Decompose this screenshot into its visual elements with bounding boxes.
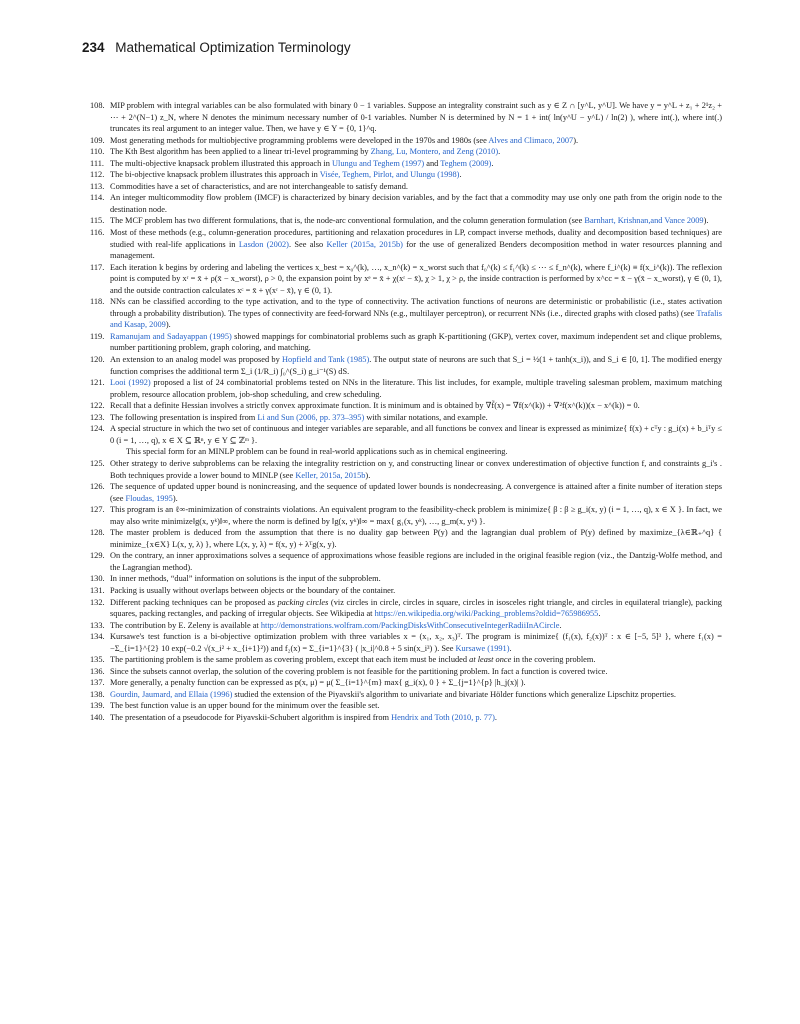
endnote-number: 120. [90,355,105,365]
endnote-text [110,355,722,376]
endnote-text [110,147,500,156]
endnote-text [110,159,493,168]
endnote-number: 137. [90,678,105,688]
endnote-item [90,654,722,666]
citation-link[interactable]: Alves and Climaco, 2007 [488,135,574,145]
text-run: More generally, a penalty function can be expressed as p(x, μ) = μ( Σ_{i=1}^{m} max{ g_i(x), 0 } + Σ_{j=1}^{p} |h_j(x)| ). [110,678,526,688]
text-run: . [509,643,512,653]
text-run: Most generating methods for multiobjective programming problems were developed in the 1970s and 1980s (see [110,135,489,145]
citation-link[interactable]: https://en.wikipedia.org/wiki/Packing_problems?oldid=765986955 [374,609,599,619]
text-run: Recall that a definite Hessian involves a strictly convex approximate function. It is minimum and is obtained by ∇f̃(x) = ∇f(x^(k)) + ∇²f(x^(k))(x − x^(k)) = 0. [110,401,640,411]
endnote-number: 131. [90,585,105,595]
endnote-text [110,586,395,595]
endnote-text [110,667,607,676]
text-run: The multi-objective knapsack problem illustrated this approach in [110,158,332,168]
text-run: Packing is usually without overlaps between objects or the boundary of the container. [110,585,396,595]
text-run: . See also [288,239,327,249]
endnote-number: 123. [90,412,105,422]
endnote-item [90,412,722,424]
text-run: The best function value is an upper bound for the minimum over the feasible set. [110,701,380,711]
endnote-text [110,413,488,422]
endnote-text [110,678,526,687]
text-run: . [459,170,462,180]
endnote-item [90,354,722,377]
text-run: and [424,158,441,168]
text-run: ). [703,216,709,226]
endnote-number: 129. [90,551,105,561]
endnote-item [90,181,722,193]
page-header [82,40,722,62]
text-run: An integer multicommodity flow problem (IMCF) is characterized by binary decision variables, and by the fact that a commodity may use only one path from the origin node to the destination node. [110,193,722,214]
endnote-item [90,296,722,331]
endnote-text [110,424,722,445]
endnote-number: 117. [90,262,105,272]
endnote-number: 139. [90,701,105,711]
endnote-item [90,573,722,585]
text-run: NNs can be classified according to the type activation, and to the type of connectivity. The activation functions of neurons are deterministic or probabilistic (i.e., states activation through a probability distribution). The types of connectivity are feed-forward NNs (e.g., multilayer perceptron), or recurrent NNs (i.e., directed graphs with closed paths) (see [110,297,722,318]
endnote-number: 126. [90,482,105,492]
endnote-item [90,700,722,712]
endnote-text [110,551,722,572]
endnote-item [90,423,722,458]
endnote-item [90,597,722,620]
citation-link[interactable]: Ramanujam and Sadayappan (1995) [110,331,232,341]
citation-link[interactable]: Visée, Teghem, Pirlot, and Ulungu (1998) [319,170,460,180]
endnote-number: 114. [90,193,105,203]
endnote-number: 133. [90,620,105,630]
endnote-item [90,481,722,504]
citation-link[interactable]: Li and Sun (2006, pp. 373–395) [257,412,365,422]
endnote-number: 138. [90,689,105,699]
text-run: The partitioning problem is the same problem as covering problem, except that each item must be included [110,655,470,665]
text-run: The Kth Best algorithm has been applied to a linear tri-level programming by [110,147,371,157]
text-run: with similar notations, and example. [364,412,488,422]
endnote-text [110,193,722,214]
endnote-item [90,146,722,158]
endnote-text [110,228,722,260]
endnote-number: 132. [90,597,105,607]
endnote-number: 109. [90,135,105,145]
text-run: The master problem is deduced from the assumption that there is no duality gap between P(y) and the lagrangian dual problem of P(y) defined by maximize_{λ∈ℝ₊^q} { minimize_{x∈X} L(x, y, λ) }, where L(x, y, λ) = f(x, y) + λᵀg(x, y). [110,528,722,549]
endnote-text [110,632,722,653]
endnote-text [110,701,379,710]
text-run: Other strategy to derive subproblems can be relaxing the integrality restriction on y, and constructing linear or convex underestimation of objective function f, and constraints g_i's . Both techniques provide a lower bound to MINLP (see [110,458,722,480]
endnote-item [90,158,722,170]
endnote-item [90,262,722,297]
text-run: . [559,620,562,630]
text-run: proposed a list of 24 combinatorial problems tested on NNs in the literature. This list includes, for example, multiple traveling salesman problem, maximum matching problem, resource allocation problem, job-shop scheduling, and crew scheduling. [110,378,723,399]
citation-link[interactable]: Teghem (2009) [440,158,492,168]
endnote-number: 127. [90,505,105,515]
text-run: In inner methods, “dual” information on solutions is the input of the subproblem. [110,574,381,584]
endnote-number: 116. [90,228,105,238]
endnote-text [110,136,578,145]
endnote-item [90,631,722,654]
endnote-text [110,170,462,179]
endnote-number: 113. [90,181,105,191]
endnote-item [90,458,722,481]
citation-link[interactable]: Lasdon (2002) [238,239,289,249]
endnote-item [90,666,722,678]
emphasis-text: packing circles [277,597,329,607]
endnotes-list [90,100,722,724]
text-run: in the covering problem. [511,655,596,665]
endnote-number: 111. [90,158,104,168]
text-run: studied the extension of the Piyavskii's algorithm to univariate and bivariate Hölder functions which generalize Lipschitz properties. [232,689,676,699]
text-run: ). [365,470,371,480]
endnote-number: 134. [90,632,105,642]
text-run: Most of these methods (e.g., column-generation procedures, partitioning and relaxation procedures in LP, compact inverse methods, duality and decomposition based techniques) are studied with real-life applications in [110,228,722,249]
citation-link[interactable]: Hendrix and Toth (2010, p. 77) [391,712,495,722]
endnote-number: 108. [90,101,105,110]
text-run: Each iteration k begins by ordering and labeling the vertices x_best = x₀^(k), …, x_n^(k) = x_worst such that f₀^(k) ≤ f₁^(k) ≤ ⋯ ≤ f_n^(k), where f_i^(k) ≡ f(x_i^(k)). The reflexion point is computed by xʳ = x̄ + ρ(x̄ − x_worst), ρ > 0, the expansion point by xᵉ = x̄ + χ(xʳ − x̄), χ > 1, χ > ρ, the inside contraction is performed by x^cc = x̄ − γ(x̄ − x_worst), γ ∈ (0, 1), and the outside contraction calculates xᶜ = x̄ + γ(xʳ − x̄), γ ∈ (0, 1). [110,262,722,295]
citation-link[interactable]: Gourdin, Jaumard, and Ellaia (1996) [110,689,233,699]
endnote-text [110,459,722,480]
endnote-item [90,712,722,724]
text-run: The contribution by E. Zeleny is available at [110,620,261,630]
endnote-number: 115. [90,216,105,226]
endnote-continuation: This special form for an MINLP problem can be found in real-world applications such as in chemical engineering. [126,447,508,457]
citation-link[interactable]: http://demonstrations.wolfram.com/PackingDisksWithConsecutiveIntegerRadiiInACircle [260,620,560,630]
citation-link[interactable]: Ulungu and Teghem (1997) [331,158,425,168]
text-run: An extension to an analog model was proposed by [110,355,283,365]
endnote-text [110,263,722,295]
text-run: On the contrary, an inner approximations solves a sequence of approximations whose feasible regions are included in the original feasible region (viz., the Dantzig-Wolfe method, and the Lagrangian method). [110,551,722,572]
text-run: . [494,712,497,722]
endnote-item [90,215,722,227]
text-run: A special structure in which the two set of continuous and integer variables are separable, and all functions be convex and linear is expressed as minimize{ f(x) + cᵀy : g_i(x) + b_iᵀy ≤ 0 (i = 1, …, q), x ∈ X ⊆ ℝⁿ, y ∈ Y ⊆ ℤᵐ }. [110,424,722,445]
endnote-item [90,331,722,354]
text-run: (viz circles in circle, circles in square, circles in isosceles right triangle, and circles in equilateral triangle), packing squares, packing rectangles, and packing of irregular objects. See Wikipedia at [110,597,722,619]
text-run: The sequence of updated upper bound is nonincreasing, and the sequence of updated lower bounds is nondecreasing. A convergence is attained after a finite number of iteration steps (see [110,482,722,503]
endnote-number: 122. [90,401,105,411]
text-run: The bi-objective knapsack problem illustrates this approach in [110,170,320,180]
endnote-text [110,621,562,630]
text-run: ). [172,493,178,503]
endnote-text [110,505,722,526]
endnote-number: 119. [90,331,105,341]
emphasis-text: at least once [469,655,512,665]
citation-link[interactable]: Trafalis and Kasap, 2009 [110,308,722,330]
endnote-text [110,378,722,399]
endnote-item [90,169,722,181]
citation-link[interactable]: Zhang, Lu, Montero, and Zeng (2010) [370,147,499,157]
text-run: . The output state of neurons are such that S_i = ½(1 + tanh(x_i)), and S_i ∈ [0, 1]. The modified energy function comprises the additional term Σ_i (1/R_i) ∫₀^(S_i) g_i⁻¹(S) dS. [110,355,722,376]
endnote-text [110,713,497,722]
endnote-item [90,689,722,701]
endnote-text [110,482,722,503]
citation-link[interactable]: Floudas, 1995 [125,493,173,503]
endnote-text [110,690,676,699]
endnote-text [110,655,595,664]
endnote-item [90,527,722,550]
text-run: . [498,147,501,157]
text-run: for the use of generalized Benders decomposition method in water resources planning and management. [110,239,722,261]
endnote-number: 121. [90,378,105,388]
text-run: Since the subsets cannot overlap, the solution of the covering problem is not feasible for the partitioning problem. In fact a function is covered twice. [110,666,608,676]
endnote-item [90,585,722,597]
citation-link[interactable]: Hopfield and Tank (1985) [282,355,370,365]
endnote-text [110,297,722,329]
endnote-number: 118. [90,297,105,307]
page-number: 234 [82,40,105,55]
endnote-text [110,332,722,353]
endnote-text [110,598,722,619]
text-run: Commodities have a set of characteristics, and are not interchangeable to satisfy demand. [110,181,408,191]
endnote-number: 125. [90,458,105,468]
endnote-text [110,401,640,410]
endnote-item [90,620,722,632]
citation-link[interactable]: Kursawe (1991) [455,643,510,653]
citation-link[interactable]: Keller (2015a, 2015b) [326,239,403,249]
endnote-number: 110. [90,147,105,157]
text-run: The presentation of a pseudocode for Piyavskii-Schubert algorithm is inspired from [110,712,392,722]
text-run: This program is an ℓ∞-minimization of constraints violations. An equivalent program to the feasibility-check problem is minimize{ β : β ≥ g_i(x, y) (i = 1, …, q), x ∈ X }. In fact, we may also write minimize‖g(x, yᵏ)‖∞, where the norm is defined by ‖g(x, yᵏ)‖∞ = max{ g₁(x, yᵏ), …, g_m(x, yᵏ) }. [110,505,722,526]
endnote-item [90,227,722,262]
text-run: The MCF problem has two different formulations, that is, the node-arc conventional formulation, and the column generation formulation (see [110,216,585,226]
endnote-number: 112. [90,170,105,180]
endnote-item [90,135,722,147]
text-run: ). [165,320,171,330]
endnote-item [90,504,722,527]
text-run: The following presentation is inspired from [110,412,258,422]
endnote-item [90,550,722,573]
endnote-number: 140. [90,712,105,722]
text-run: Different packing techniques can be proposed as [110,597,278,607]
text-run: MIP problem with integral variables can be also formulated with binary 0 − 1 variables. Suppose an integrality constraint such as y ∈ Z ∩ [y^L, y^U]. We have y = y^L + z₁ + 2¹z₂ + ⋯ + 2^(N−1) z_N, where N denotes the minimum necessary number of 0-1 variables. Number N is determined by N = 1 + int( ln(y^U − y^L) / ln(2) ), where int(.), where int(.) truncates its real argument to an integer value. Then, we have y ∈ Y = {0, 1}^q. [110,101,722,134]
endnote-item [90,400,722,412]
endnote-item [90,192,722,215]
text-run: showed mappings for combinatorial problems such as graph K-partitioning (GKP), vertex cover, maximum independent set and clique problems, number partitioning problem, graph coloring, and matching. [110,331,722,353]
endnote-text [110,574,381,583]
endnote-item [90,677,722,689]
text-run: ). [573,135,579,145]
citation-link[interactable]: Looi (1992) [110,378,151,388]
citation-link[interactable]: Barnhart, Krishnan,and Vance 2009 [584,216,704,226]
endnote-text [110,528,722,549]
endnote-text [110,182,408,191]
endnote-number: 128. [90,528,105,538]
running-title: Mathematical Optimization Terminology [115,40,351,55]
text-run: . [491,158,494,168]
endnote-item [90,377,722,400]
citation-link[interactable]: Keller, 2015a, 2015b [295,470,366,480]
text-run: Kursawe's test function is a bi-objective optimization problem with three variables x = (x₁, x₂, x₃)ᵀ. The program is minimize{ (f₁(x), f₂(x))ᵀ : x ∈ [−5, 5]³ }, where f₁(x) = −Σ_{i=1}^{2} 10 exp(−0.2 √(x_i² + x_{i+1}²)) and f₂(x) = Σ_{i=1}^{3} ( |x_i|^0.8 + 5 sin(x_i³) ). See [110,632,722,653]
text-run: . [598,609,601,619]
endnote-item [90,100,722,135]
endnote-text [110,101,722,133]
endnote-number: 135. [90,655,105,665]
endnote-text [110,216,708,225]
endnote-number: 130. [90,574,105,584]
endnote-number: 124. [90,424,105,434]
endnote-number: 136. [90,666,105,676]
